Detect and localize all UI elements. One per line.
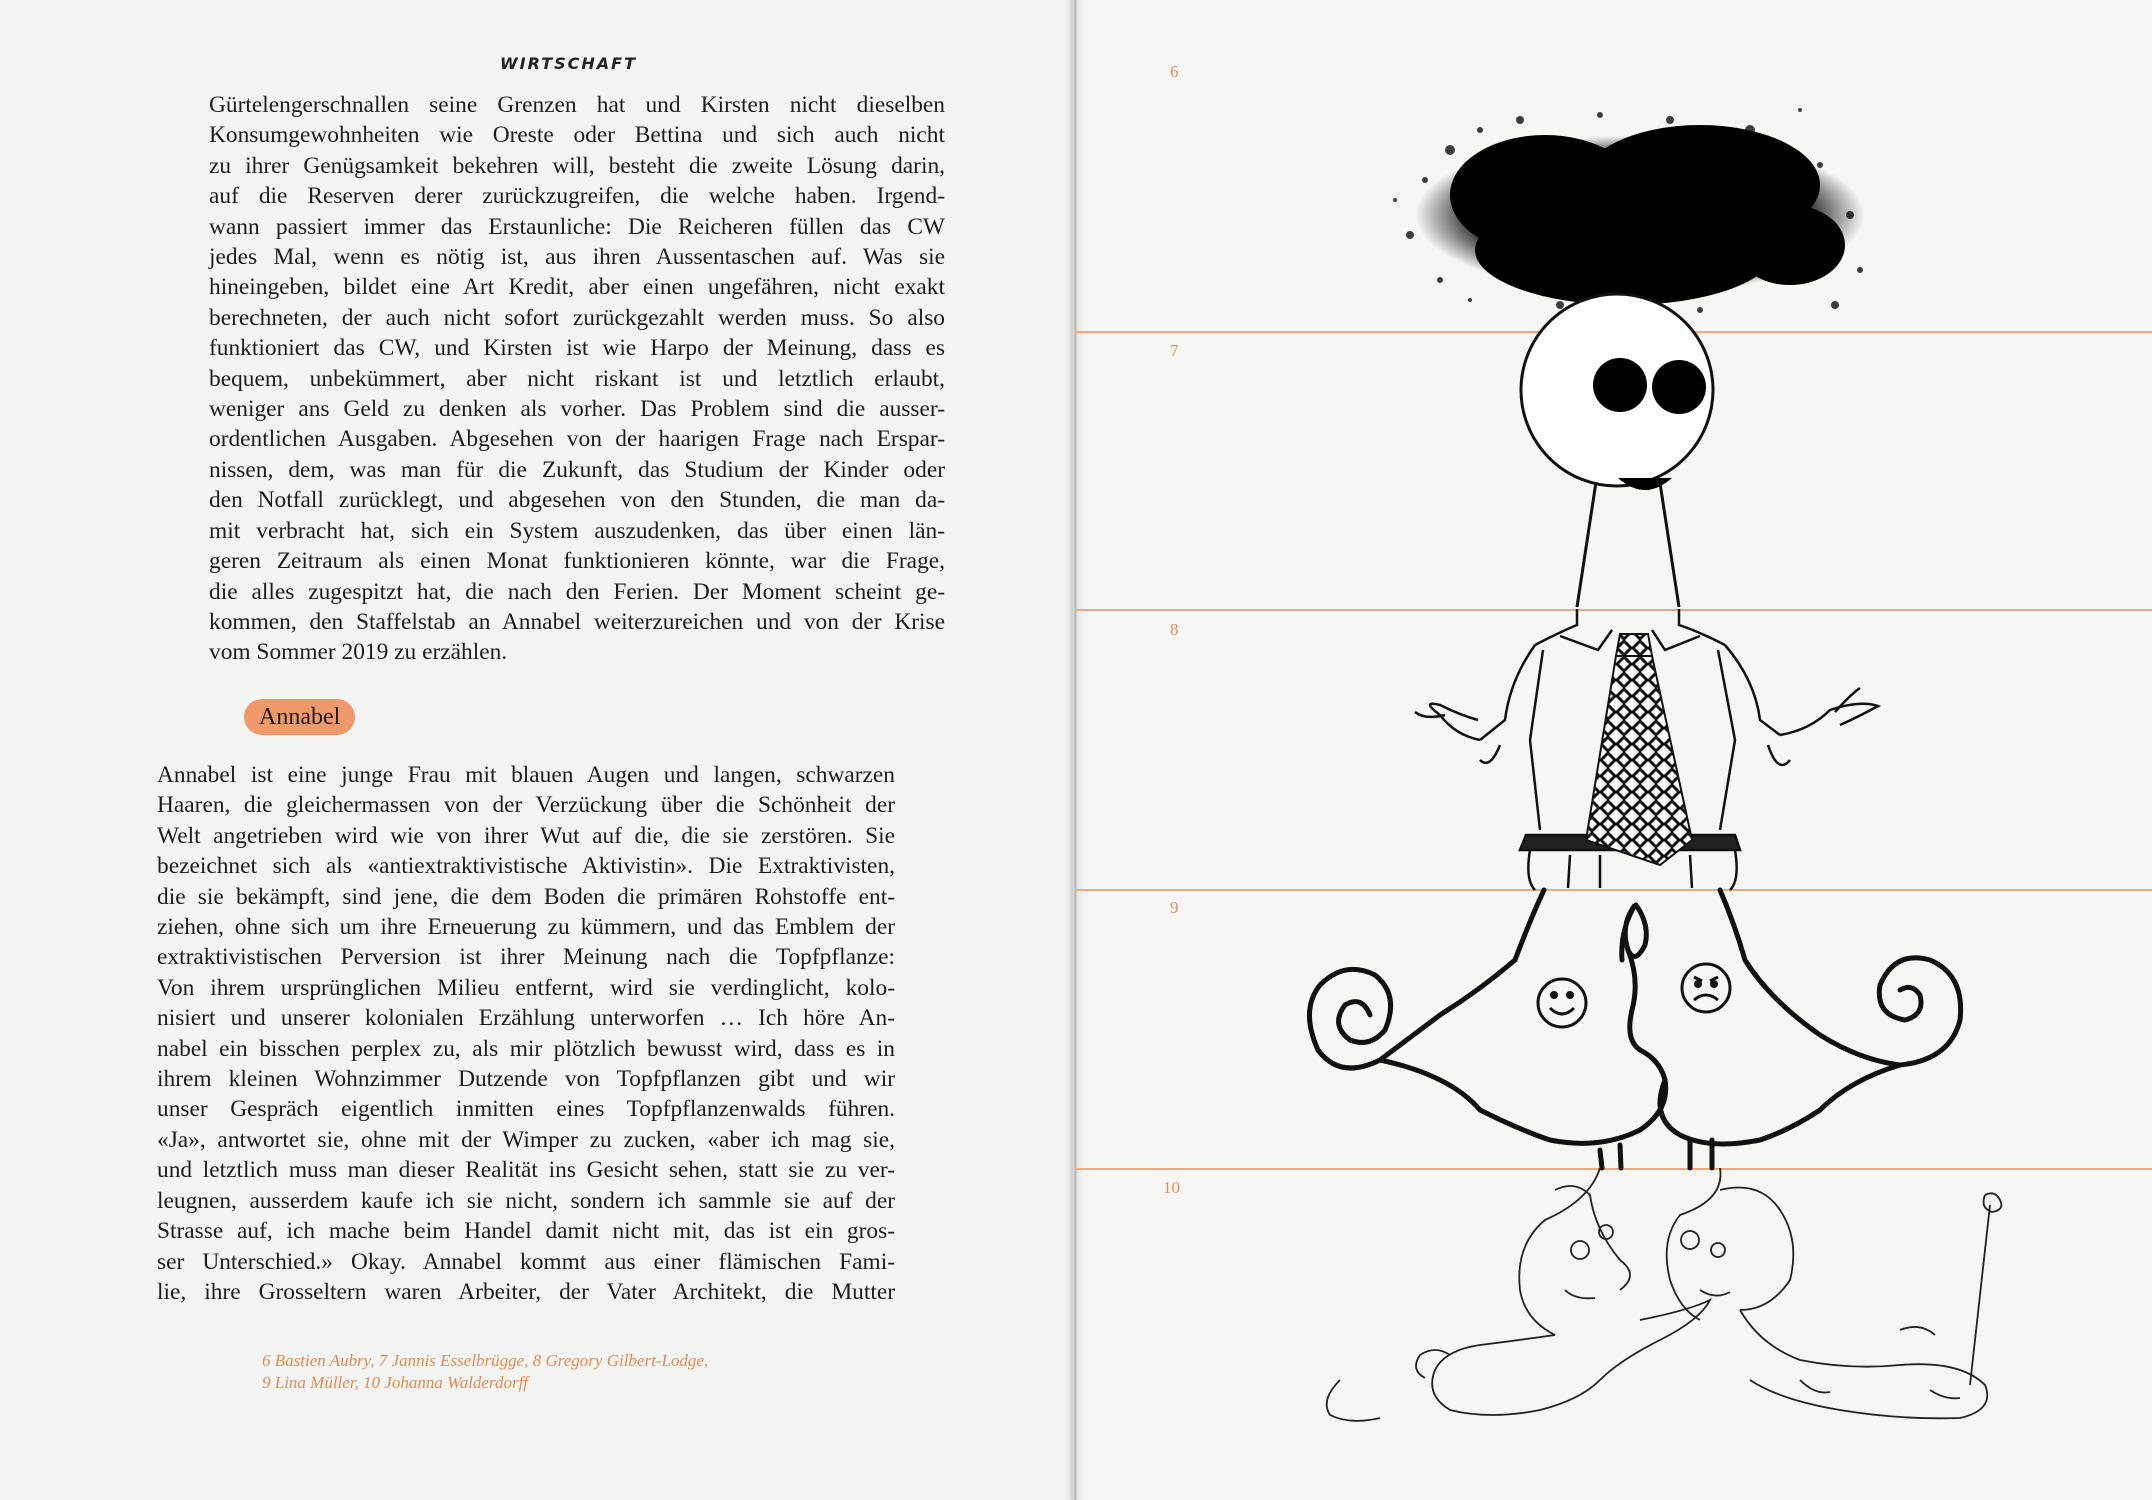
panel-number: 8 bbox=[1170, 620, 1179, 639]
text-line: zu ihrer Genügsamkeit bekehren will, besteht die zweite Lösung darin, bbox=[209, 152, 945, 179]
text-line: ser Unterschied.» Okay. Annabel kommt aus einer flämischen Fami- bbox=[157, 1248, 895, 1275]
text-line: extraktivistischen Perversion ist ihrer Meinung nach die Topfpflanze: bbox=[157, 944, 895, 971]
text-line: funktioniert das CW, und Kirsten ist wie Harpo der Meinung, dass es bbox=[209, 335, 945, 362]
text-line: jedes Mal, wenn es nötig ist, aus ihren Aussentaschen auf. Was sie bbox=[209, 244, 945, 271]
panel-number: 7 bbox=[1170, 341, 1179, 360]
text-line: Strasse auf, ich mache beim Handel damit nicht mit, das ist ein gros- bbox=[157, 1218, 895, 1245]
text-line: Von ihrem ursprünglichen Milieu entfernt, wird sie verdinglicht, kolo- bbox=[157, 974, 895, 1001]
text-line: nabel ein bisschen perplex zu, als mir plötzlich bewusst wird, dass es in bbox=[157, 1035, 895, 1062]
text-line: «Ja», antwortet sie, ohne mit der Wimper zu zucken, «aber ich mag sie, bbox=[157, 1126, 895, 1153]
text-line: berechneten, der auch nicht sofort zurückgezahlt werden muss. So also bbox=[209, 304, 945, 331]
section-label-annabel: Annabel bbox=[244, 699, 355, 735]
illustration-credits bbox=[262, 1350, 708, 1394]
text-line: vom Sommer 2019 zu erzählen. bbox=[209, 639, 508, 666]
exquisite-corpse-illustration bbox=[1240, 0, 2152, 1500]
text-line: Haaren, die gleichermassen von der Verzückung über die Schönheit der bbox=[157, 792, 895, 819]
text-line: Gürtelengerschnallen seine Grenzen hat und Kirsten nicht dieselben bbox=[209, 92, 945, 118]
credit-line: 9 Lina Müller, 10 Johanna Walderdorff bbox=[262, 1373, 529, 1392]
patterned-tie bbox=[1586, 634, 1692, 865]
text-line: auf die Reserven derer zurückzugreifen, die welche haben. Irgend- bbox=[209, 183, 945, 210]
text-line: die sie bekämpft, sind jene, die dem Boden die primären Rohstoffe ent- bbox=[157, 883, 895, 910]
text-line: den Notfall zurücklegt, und abgesehen von den Stunden, die man da- bbox=[209, 487, 945, 514]
text-line: bequem, unbekümmert, aber nicht riskant ist und letztlich erlaubt, bbox=[209, 365, 945, 392]
text-line: weniger ans Geld zu denken als vorher. Das Problem sind die ausser- bbox=[209, 396, 945, 423]
panel-number: 10 bbox=[1163, 1178, 1180, 1197]
book-gutter bbox=[1064, 0, 1086, 1500]
paragraph-1 bbox=[209, 90, 945, 668]
text-line: nisiert und unserer kolonialen Erzählung unterworfen … Ich höre An- bbox=[157, 1005, 895, 1032]
panel-number: 9 bbox=[1170, 898, 1179, 917]
text-line: die alles zugespitzt hat, die nach den Ferien. Der Moment scheint ge- bbox=[209, 578, 945, 605]
panel-number: 6 bbox=[1170, 62, 1179, 81]
spiral-skirt bbox=[1309, 890, 1960, 1168]
credit-line: 6 Bastien Aubry, 7 Jannis Esselbrügge, 8 Gregory Gilbert-Lodge, bbox=[262, 1351, 709, 1370]
two-heads-feet bbox=[1327, 1168, 2002, 1421]
running-head: WIRTSCHAFT bbox=[500, 54, 637, 73]
text-line: hineingeben, bildet eine Art Kredit, aber einen ungefähren, nicht exakt bbox=[209, 274, 945, 301]
text-line: ordentlichen Ausgaben. Abgesehen von der haarigen Frage nach Erspar- bbox=[209, 426, 945, 453]
text-line: unser Gespräch eigentlich inmitten eines Topfpflanzenwalds führen. bbox=[157, 1096, 895, 1123]
text-line: mit verbracht hat, sich ein System auszudenken, das über einen län- bbox=[209, 517, 945, 544]
round-head bbox=[1521, 294, 1713, 607]
text-line: ziehen, ohne sich um ihre Erneuerung zu kümmern, und das Emblem der bbox=[157, 914, 895, 941]
text-line: Konsumgewohnheiten wie Oreste oder Bettina und sich auch nicht bbox=[209, 122, 945, 149]
text-line: kommen, den Staffelstab an Annabel weiterzureichen und von der Krise bbox=[209, 608, 945, 635]
paragraph-2 bbox=[157, 760, 895, 1307]
ink-cloud bbox=[1393, 108, 1865, 313]
text-line: Annabel ist eine junge Frau mit blauen Augen und langen, schwarzen bbox=[157, 762, 895, 788]
text-line: ihrem kleinen Wohnzimmer Dutzende von Topfpflanzen gibt und wir bbox=[157, 1066, 895, 1093]
text-line: lie, ihre Grosseltern waren Arbeiter, der Vater Architekt, die Mutter bbox=[157, 1278, 895, 1305]
text-line: bezeichnet sich als «antiextraktivistische Aktivistin». Die Extraktivisten, bbox=[157, 853, 895, 880]
text-line: Welt angetrieben wird wie von ihrer Wut auf die, die sie zerstören. Sie bbox=[157, 822, 895, 849]
text-line: geren Zeitraum als einen Monat funktionieren könnte, war die Frage, bbox=[209, 548, 945, 575]
left-page bbox=[0, 0, 1070, 1500]
text-line: leugnen, ausserdem kaufe ich sie nicht, sondern ich sammle sie auf der bbox=[157, 1187, 895, 1214]
text-line: nissen, dem, was man für die Zukunft, das Studium der Kinder oder bbox=[209, 456, 945, 483]
text-line: wann passiert immer das Erstaunliche: Die Reicheren füllen das CW bbox=[209, 213, 945, 240]
text-line: und letztlich muss man dieser Realität ins Gesicht sehen, statt sie zu ver- bbox=[157, 1157, 895, 1184]
